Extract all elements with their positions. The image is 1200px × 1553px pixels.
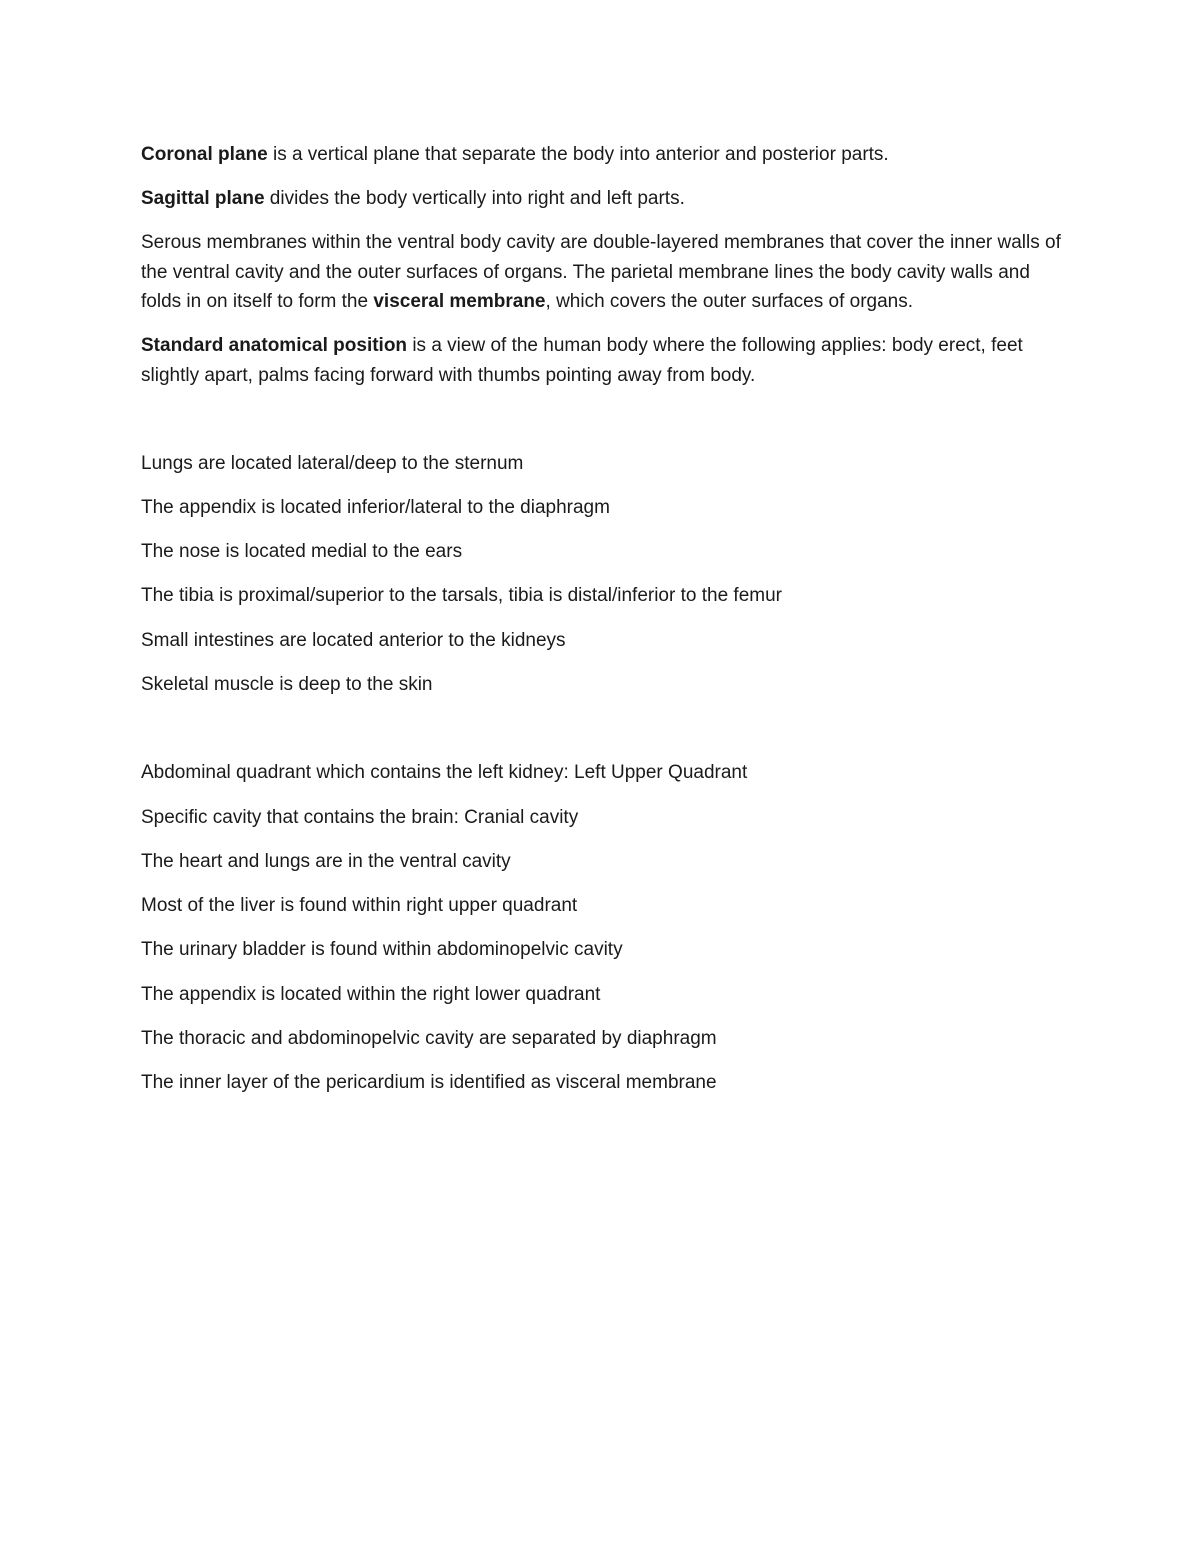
list-item: The inner layer of the pericardium is identified as visceral membrane [141, 1072, 717, 1094]
directional-terms-list [141, 449, 1071, 700]
term-sagittal-plane: Sagittal plane [141, 188, 265, 209]
term-coronal-plane: Coronal plane [141, 144, 268, 165]
list-item: Specific cavity that contains the brain: Cranial cavity [141, 806, 579, 828]
definition-sagittal-plane [141, 184, 1071, 214]
list-item: The heart and lungs are in the ventral cavity [141, 850, 511, 872]
definition-text: divides the body vertically into right and left parts. [264, 188, 685, 209]
definition-text: is a view of the human body where the following applies: body erect, feet slightly apart, palms facing forward with thumbs pointing away from body. [141, 335, 1023, 386]
cavities-quadrants-list [141, 758, 1071, 1098]
list-item: Small intestines are located anterior to the kidneys [141, 629, 566, 651]
list-item: The nose is located medial to the ears [141, 541, 463, 563]
list-item: Lungs are located lateral/deep to the sternum [141, 452, 524, 474]
definition-text: Serous membranes within the ventral body cavity are double-layered membranes that cover the inner walls of the ventral cavity and the outer surfaces of organs. The parietal membrane lines the body cavity walls and folds in on itself to form the [141, 232, 1061, 312]
document-page [141, 140, 1071, 1113]
definition-anatomical-position [141, 331, 1071, 390]
term-standard-anatomical-position: Standard anatomical position [141, 335, 408, 356]
definition-text: , which covers the outer surfaces of organs. [545, 291, 914, 312]
list-item: The urinary bladder is found within abdominopelvic cavity [141, 939, 623, 961]
section-spacer [141, 405, 1071, 449]
section-spacer [141, 714, 1071, 758]
definition-serous-membranes [141, 228, 1071, 317]
list-item: The appendix is located within the right lower quadrant [141, 983, 601, 1005]
definition-coronal-plane [141, 140, 1071, 170]
list-item: Skeletal muscle is deep to the skin [141, 673, 433, 695]
definition-text: is a vertical plane that separate the body into anterior and posterior parts. [267, 144, 889, 165]
list-item: The thoracic and abdominopelvic cavity are separated by diaphragm [141, 1028, 717, 1050]
term-visceral-membrane: visceral membrane [373, 291, 546, 312]
list-item: Most of the liver is found within right upper quadrant [141, 895, 578, 917]
list-item: Abdominal quadrant which contains the left kidney: Left Upper Quadrant [141, 762, 748, 784]
list-item: The tibia is proximal/superior to the tarsals, tibia is distal/inferior to the femur [141, 585, 782, 607]
list-item: The appendix is located inferior/lateral to the diaphragm [141, 496, 610, 518]
